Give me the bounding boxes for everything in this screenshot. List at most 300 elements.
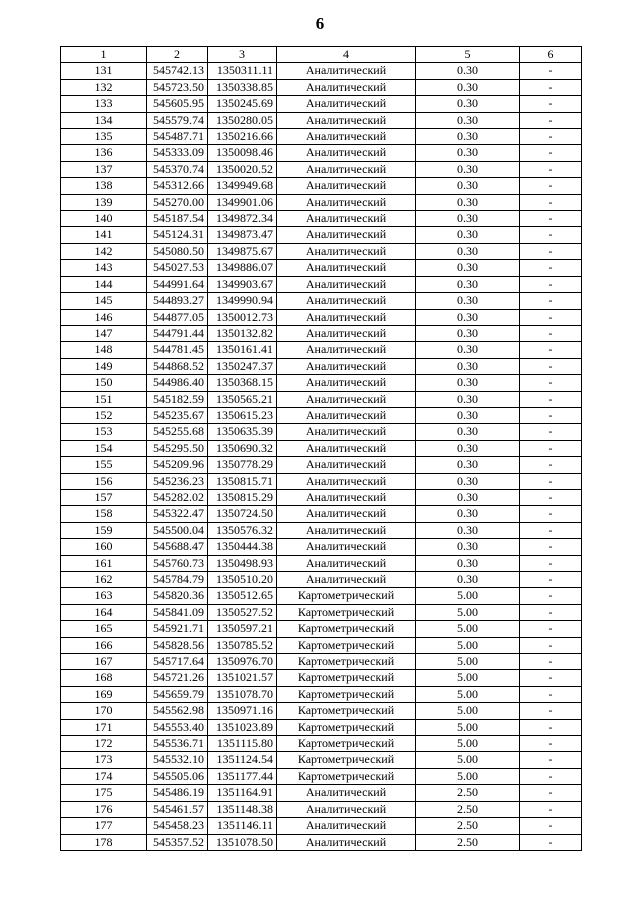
method-cell: Аналитический <box>277 276 416 292</box>
y-coordinate-cell: 1350498.93 <box>208 555 277 571</box>
table-row <box>61 670 582 686</box>
point-number-cell: 152 <box>61 407 147 423</box>
column-header: 3 <box>208 47 277 63</box>
table-row <box>61 736 582 752</box>
accuracy-cell: 0.30 <box>416 391 520 407</box>
y-coordinate-cell: 1350565.21 <box>208 391 277 407</box>
x-coordinate-cell: 545605.95 <box>147 96 208 112</box>
table-row <box>61 637 582 653</box>
x-coordinate-cell: 545322.47 <box>147 506 208 522</box>
accuracy-cell: 5.00 <box>416 752 520 768</box>
table-row <box>61 604 582 620</box>
y-coordinate-cell: 1350338.85 <box>208 79 277 95</box>
table-row <box>61 276 582 292</box>
point-number-cell: 158 <box>61 506 147 522</box>
method-cell: Картометрический <box>277 686 416 702</box>
accuracy-cell: 5.00 <box>416 654 520 670</box>
point-number-cell: 140 <box>61 211 147 227</box>
x-coordinate-cell: 544991.64 <box>147 276 208 292</box>
accuracy-cell: 5.00 <box>416 670 520 686</box>
y-coordinate-cell: 1349949.68 <box>208 178 277 194</box>
x-coordinate-cell: 545500.04 <box>147 522 208 538</box>
point-number-cell: 148 <box>61 342 147 358</box>
y-coordinate-cell: 1350971.16 <box>208 703 277 719</box>
table-row <box>61 621 582 637</box>
accuracy-cell: 5.00 <box>416 736 520 752</box>
point-number-cell: 169 <box>61 686 147 702</box>
table-row <box>61 703 582 719</box>
method-cell: Аналитический <box>277 818 416 834</box>
note-cell: - <box>520 801 582 817</box>
y-coordinate-cell: 1350098.46 <box>208 145 277 161</box>
y-coordinate-cell: 1350615.23 <box>208 407 277 423</box>
column-header: 2 <box>147 47 208 63</box>
accuracy-cell: 0.30 <box>416 243 520 259</box>
y-coordinate-cell: 1350444.38 <box>208 539 277 555</box>
accuracy-cell: 5.00 <box>416 588 520 604</box>
note-cell: - <box>520 211 582 227</box>
point-number-cell: 155 <box>61 457 147 473</box>
x-coordinate-cell: 545688.47 <box>147 539 208 555</box>
y-coordinate-cell: 1350597.21 <box>208 621 277 637</box>
accuracy-cell: 0.30 <box>416 522 520 538</box>
accuracy-cell: 0.30 <box>416 325 520 341</box>
column-header: 1 <box>61 47 147 63</box>
method-cell: Аналитический <box>277 801 416 817</box>
y-coordinate-cell: 1350778.29 <box>208 457 277 473</box>
note-cell: - <box>520 391 582 407</box>
y-coordinate-cell: 1349872.34 <box>208 211 277 227</box>
x-coordinate-cell: 545187.54 <box>147 211 208 227</box>
method-cell: Аналитический <box>277 178 416 194</box>
y-coordinate-cell: 1350245.69 <box>208 96 277 112</box>
accuracy-cell: 0.30 <box>416 375 520 391</box>
x-coordinate-cell: 544877.05 <box>147 309 208 325</box>
table-row <box>61 96 582 112</box>
y-coordinate-cell: 1350635.39 <box>208 424 277 440</box>
y-coordinate-cell: 1350576.32 <box>208 522 277 538</box>
method-cell: Аналитический <box>277 194 416 210</box>
method-cell: Аналитический <box>277 407 416 423</box>
y-coordinate-cell: 1350161.41 <box>208 342 277 358</box>
note-cell: - <box>520 768 582 784</box>
method-cell: Аналитический <box>277 309 416 325</box>
y-coordinate-cell: 1349873.47 <box>208 227 277 243</box>
method-cell: Аналитический <box>277 342 416 358</box>
point-number-cell: 163 <box>61 588 147 604</box>
x-coordinate-cell: 545723.50 <box>147 79 208 95</box>
method-cell: Аналитический <box>277 572 416 588</box>
table-row <box>61 243 582 259</box>
accuracy-cell: 5.00 <box>416 604 520 620</box>
y-coordinate-cell: 1350510.20 <box>208 572 277 588</box>
point-number-cell: 145 <box>61 293 147 309</box>
x-coordinate-cell: 545027.53 <box>147 260 208 276</box>
accuracy-cell: 0.30 <box>416 440 520 456</box>
note-cell: - <box>520 129 582 145</box>
note-cell: - <box>520 555 582 571</box>
y-coordinate-cell: 1350815.29 <box>208 489 277 505</box>
point-number-cell: 162 <box>61 572 147 588</box>
point-number-cell: 156 <box>61 473 147 489</box>
y-coordinate-cell: 1351164.91 <box>208 785 277 801</box>
table-row <box>61 588 582 604</box>
y-coordinate-cell: 1351078.50 <box>208 834 277 850</box>
x-coordinate-cell: 545124.31 <box>147 227 208 243</box>
accuracy-cell: 2.50 <box>416 818 520 834</box>
x-coordinate-cell: 545784.79 <box>147 572 208 588</box>
x-coordinate-cell: 545236.23 <box>147 473 208 489</box>
point-number-cell: 151 <box>61 391 147 407</box>
note-cell: - <box>520 358 582 374</box>
table-row <box>61 801 582 817</box>
note-cell: - <box>520 112 582 128</box>
x-coordinate-cell: 545532.10 <box>147 752 208 768</box>
column-header: 6 <box>520 47 582 63</box>
table-row <box>61 342 582 358</box>
method-cell: Картометрический <box>277 670 416 686</box>
note-cell: - <box>520 686 582 702</box>
note-cell: - <box>520 161 582 177</box>
method-cell: Аналитический <box>277 440 416 456</box>
method-cell: Аналитический <box>277 325 416 341</box>
note-cell: - <box>520 703 582 719</box>
note-cell: - <box>520 79 582 95</box>
table-row <box>61 440 582 456</box>
table-row <box>61 654 582 670</box>
x-coordinate-cell: 545828.56 <box>147 637 208 653</box>
y-coordinate-cell: 1350216.66 <box>208 129 277 145</box>
x-coordinate-cell: 545080.50 <box>147 243 208 259</box>
accuracy-cell: 0.30 <box>416 194 520 210</box>
note-cell: - <box>520 178 582 194</box>
x-coordinate-cell: 545921.71 <box>147 621 208 637</box>
note-cell: - <box>520 375 582 391</box>
note-cell: - <box>520 522 582 538</box>
table-row <box>61 325 582 341</box>
table-row <box>61 407 582 423</box>
table-row <box>61 161 582 177</box>
method-cell: Аналитический <box>277 79 416 95</box>
y-coordinate-cell: 1349903.67 <box>208 276 277 292</box>
table-row <box>61 785 582 801</box>
y-coordinate-cell: 1350512.65 <box>208 588 277 604</box>
accuracy-cell: 0.30 <box>416 211 520 227</box>
method-cell: Аналитический <box>277 424 416 440</box>
accuracy-cell: 5.00 <box>416 637 520 653</box>
note-cell: - <box>520 621 582 637</box>
method-cell: Аналитический <box>277 161 416 177</box>
y-coordinate-cell: 1350311.11 <box>208 63 277 79</box>
method-cell: Аналитический <box>277 539 416 555</box>
note-cell: - <box>520 63 582 79</box>
accuracy-cell: 0.30 <box>416 342 520 358</box>
method-cell: Аналитический <box>277 96 416 112</box>
y-coordinate-cell: 1349875.67 <box>208 243 277 259</box>
note-cell: - <box>520 473 582 489</box>
x-coordinate-cell: 545461.57 <box>147 801 208 817</box>
note-cell: - <box>520 719 582 735</box>
method-cell: Картометрический <box>277 637 416 653</box>
point-number-cell: 174 <box>61 768 147 784</box>
point-number-cell: 161 <box>61 555 147 571</box>
table-row <box>61 719 582 735</box>
table-row <box>61 178 582 194</box>
point-number-cell: 147 <box>61 325 147 341</box>
method-cell: Аналитический <box>277 129 416 145</box>
method-cell: Аналитический <box>277 785 416 801</box>
note-cell: - <box>520 572 582 588</box>
method-cell: Картометрический <box>277 736 416 752</box>
y-coordinate-cell: 1349990.94 <box>208 293 277 309</box>
method-cell: Картометрический <box>277 604 416 620</box>
note-cell: - <box>520 588 582 604</box>
accuracy-cell: 0.30 <box>416 555 520 571</box>
y-coordinate-cell: 1350724.50 <box>208 506 277 522</box>
accuracy-cell: 0.30 <box>416 407 520 423</box>
x-coordinate-cell: 545295.50 <box>147 440 208 456</box>
point-number-cell: 138 <box>61 178 147 194</box>
method-cell: Аналитический <box>277 489 416 505</box>
x-coordinate-cell: 545659.79 <box>147 686 208 702</box>
note-cell: - <box>520 539 582 555</box>
table-row <box>61 358 582 374</box>
method-cell: Аналитический <box>277 260 416 276</box>
table-row <box>61 752 582 768</box>
note-cell: - <box>520 227 582 243</box>
accuracy-cell: 5.00 <box>416 768 520 784</box>
x-coordinate-cell: 544791.44 <box>147 325 208 341</box>
x-coordinate-cell: 545742.13 <box>147 63 208 79</box>
method-cell: Аналитический <box>277 145 416 161</box>
point-number-cell: 149 <box>61 358 147 374</box>
x-coordinate-cell: 545312.66 <box>147 178 208 194</box>
accuracy-cell: 0.30 <box>416 178 520 194</box>
accuracy-cell: 2.50 <box>416 801 520 817</box>
accuracy-cell: 0.30 <box>416 572 520 588</box>
note-cell: - <box>520 654 582 670</box>
accuracy-cell: 0.30 <box>416 489 520 505</box>
method-cell: Аналитический <box>277 358 416 374</box>
point-number-cell: 131 <box>61 63 147 79</box>
x-coordinate-cell: 545553.40 <box>147 719 208 735</box>
y-coordinate-cell: 1350690.32 <box>208 440 277 456</box>
x-coordinate-cell: 544893.27 <box>147 293 208 309</box>
note-cell: - <box>520 96 582 112</box>
note-cell: - <box>520 818 582 834</box>
table-row <box>61 391 582 407</box>
point-number-cell: 166 <box>61 637 147 653</box>
note-cell: - <box>520 440 582 456</box>
y-coordinate-cell: 1351078.70 <box>208 686 277 702</box>
point-number-cell: 143 <box>61 260 147 276</box>
x-coordinate-cell: 545255.68 <box>147 424 208 440</box>
note-cell: - <box>520 489 582 505</box>
method-cell: Картометрический <box>277 768 416 784</box>
table-row <box>61 293 582 309</box>
y-coordinate-cell: 1350368.15 <box>208 375 277 391</box>
method-cell: Аналитический <box>277 555 416 571</box>
point-number-cell: 142 <box>61 243 147 259</box>
table-row <box>61 457 582 473</box>
point-number-cell: 170 <box>61 703 147 719</box>
x-coordinate-cell: 545458.23 <box>147 818 208 834</box>
y-coordinate-cell: 1351148.38 <box>208 801 277 817</box>
y-coordinate-cell: 1350785.52 <box>208 637 277 653</box>
point-number-cell: 164 <box>61 604 147 620</box>
accuracy-cell: 0.30 <box>416 309 520 325</box>
table-row <box>61 834 582 850</box>
x-coordinate-cell: 545717.64 <box>147 654 208 670</box>
point-number-cell: 132 <box>61 79 147 95</box>
table-row <box>61 768 582 784</box>
x-coordinate-cell: 545270.00 <box>147 194 208 210</box>
table-row <box>61 112 582 128</box>
point-number-cell: 175 <box>61 785 147 801</box>
column-header: 5 <box>416 47 520 63</box>
table-row <box>61 489 582 505</box>
x-coordinate-cell: 545562.98 <box>147 703 208 719</box>
note-cell: - <box>520 407 582 423</box>
accuracy-cell: 0.30 <box>416 161 520 177</box>
method-cell: Картометрический <box>277 719 416 735</box>
accuracy-cell: 5.00 <box>416 621 520 637</box>
table-row <box>61 473 582 489</box>
y-coordinate-cell: 1351023.89 <box>208 719 277 735</box>
accuracy-cell: 0.30 <box>416 506 520 522</box>
y-coordinate-cell: 1349901.06 <box>208 194 277 210</box>
accuracy-cell: 0.30 <box>416 276 520 292</box>
y-coordinate-cell: 1349886.07 <box>208 260 277 276</box>
method-cell: Картометрический <box>277 752 416 768</box>
note-cell: - <box>520 194 582 210</box>
x-coordinate-cell: 545282.02 <box>147 489 208 505</box>
y-coordinate-cell: 1350247.37 <box>208 358 277 374</box>
table-row <box>61 506 582 522</box>
accuracy-cell: 0.30 <box>416 129 520 145</box>
method-cell: Аналитический <box>277 391 416 407</box>
accuracy-cell: 0.30 <box>416 96 520 112</box>
x-coordinate-cell: 544868.52 <box>147 358 208 374</box>
accuracy-cell: 0.30 <box>416 260 520 276</box>
table-row <box>61 572 582 588</box>
method-cell: Аналитический <box>277 506 416 522</box>
table-row <box>61 686 582 702</box>
point-number-cell: 150 <box>61 375 147 391</box>
accuracy-cell: 0.30 <box>416 539 520 555</box>
point-number-cell: 146 <box>61 309 147 325</box>
x-coordinate-cell: 545486.19 <box>147 785 208 801</box>
y-coordinate-cell: 1351177.44 <box>208 768 277 784</box>
note-cell: - <box>520 325 582 341</box>
note-cell: - <box>520 457 582 473</box>
point-number-cell: 167 <box>61 654 147 670</box>
method-cell: Аналитический <box>277 63 416 79</box>
point-number-cell: 172 <box>61 736 147 752</box>
point-number-cell: 154 <box>61 440 147 456</box>
table-row <box>61 63 582 79</box>
point-number-cell: 168 <box>61 670 147 686</box>
accuracy-cell: 0.30 <box>416 358 520 374</box>
table-row <box>61 227 582 243</box>
method-cell: Аналитический <box>277 112 416 128</box>
y-coordinate-cell: 1350132.82 <box>208 325 277 341</box>
x-coordinate-cell: 545182.59 <box>147 391 208 407</box>
method-cell: Аналитический <box>277 375 416 391</box>
y-coordinate-cell: 1351124.54 <box>208 752 277 768</box>
note-cell: - <box>520 145 582 161</box>
accuracy-cell: 0.30 <box>416 63 520 79</box>
x-coordinate-cell: 545721.26 <box>147 670 208 686</box>
y-coordinate-cell: 1350527.52 <box>208 604 277 620</box>
point-number-cell: 177 <box>61 818 147 834</box>
table-row <box>61 555 582 571</box>
y-coordinate-cell: 1350280.05 <box>208 112 277 128</box>
point-number-cell: 160 <box>61 539 147 555</box>
accuracy-cell: 2.50 <box>416 785 520 801</box>
table-row <box>61 211 582 227</box>
method-cell: Аналитический <box>277 243 416 259</box>
note-cell: - <box>520 637 582 653</box>
x-coordinate-cell: 545760.73 <box>147 555 208 571</box>
column-header: 4 <box>277 47 416 63</box>
point-number-cell: 133 <box>61 96 147 112</box>
y-coordinate-cell: 1350976.70 <box>208 654 277 670</box>
x-coordinate-cell: 545333.09 <box>147 145 208 161</box>
method-cell: Аналитический <box>277 293 416 309</box>
x-coordinate-cell: 545536.71 <box>147 736 208 752</box>
table-row <box>61 260 582 276</box>
table-row <box>61 539 582 555</box>
table-header-row <box>61 47 582 63</box>
note-cell: - <box>520 309 582 325</box>
method-cell: Аналитический <box>277 211 416 227</box>
x-coordinate-cell: 545235.67 <box>147 407 208 423</box>
note-cell: - <box>520 243 582 259</box>
x-coordinate-cell: 545820.36 <box>147 588 208 604</box>
point-number-cell: 141 <box>61 227 147 243</box>
point-number-cell: 134 <box>61 112 147 128</box>
accuracy-cell: 5.00 <box>416 703 520 719</box>
point-number-cell: 171 <box>61 719 147 735</box>
point-number-cell: 137 <box>61 161 147 177</box>
point-number-cell: 157 <box>61 489 147 505</box>
y-coordinate-cell: 1350020.52 <box>208 161 277 177</box>
x-coordinate-cell: 544986.40 <box>147 375 208 391</box>
note-cell: - <box>520 424 582 440</box>
x-coordinate-cell: 545487.71 <box>147 129 208 145</box>
x-coordinate-cell: 545841.09 <box>147 604 208 620</box>
method-cell: Аналитический <box>277 227 416 243</box>
point-number-cell: 144 <box>61 276 147 292</box>
table-row <box>61 375 582 391</box>
note-cell: - <box>520 604 582 620</box>
note-cell: - <box>520 834 582 850</box>
note-cell: - <box>520 670 582 686</box>
page-number: 6 <box>315 14 325 33</box>
method-cell: Аналитический <box>277 522 416 538</box>
accuracy-cell: 0.30 <box>416 424 520 440</box>
accuracy-cell: 5.00 <box>416 686 520 702</box>
note-cell: - <box>520 342 582 358</box>
point-number-cell: 173 <box>61 752 147 768</box>
x-coordinate-cell: 545579.74 <box>147 112 208 128</box>
point-number-cell: 176 <box>61 801 147 817</box>
y-coordinate-cell: 1350012.73 <box>208 309 277 325</box>
note-cell: - <box>520 506 582 522</box>
note-cell: - <box>520 293 582 309</box>
accuracy-cell: 0.30 <box>416 473 520 489</box>
